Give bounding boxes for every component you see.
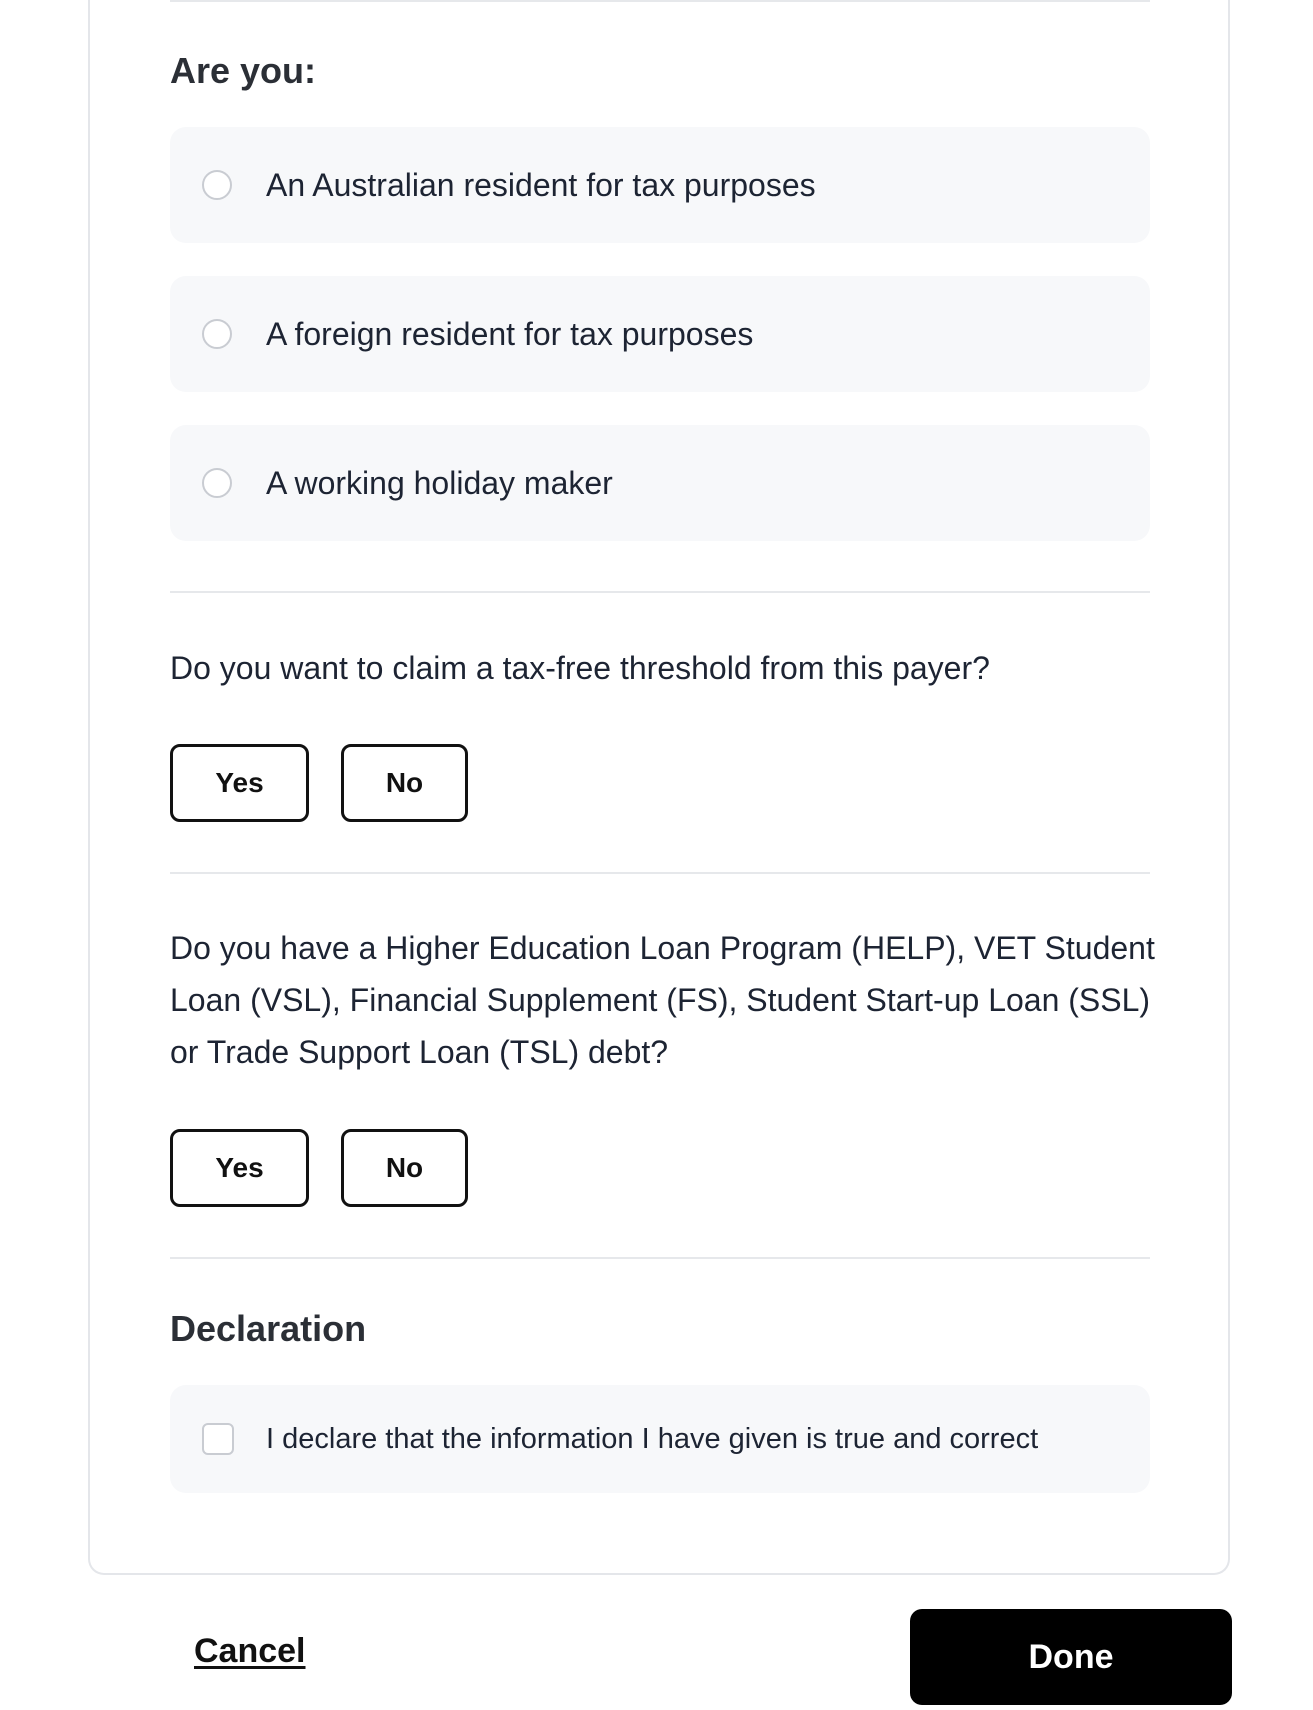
residency-option-working-holiday[interactable] [170,425,1150,541]
section-divider [170,591,1150,593]
residency-heading: Are you: [170,50,317,91]
declaration-checkbox[interactable] [202,1423,234,1455]
tax-free-threshold-question: Do you want to claim a tax-free threshold from this payer? [170,650,990,686]
radio-button[interactable] [202,319,232,349]
residency-option-australian[interactable] [170,127,1150,243]
option-label: A working holiday maker [266,464,613,501]
study-loan-yes-button[interactable]: Yes [170,1129,309,1207]
tax-free-threshold-no-button[interactable]: No [341,744,468,822]
cancel-button[interactable]: Cancel [194,1632,306,1670]
study-loan-question: Do you have a Higher Education Loan Program (HELP), VET Student Loan (VSL), Financial Supplement (FS), Student Start-up Loan (SSL) or Trade Support Loan (TSL) debt? [170,930,1155,1070]
radio-button[interactable] [202,170,232,200]
tax-free-threshold-yes-button[interactable]: Yes [170,744,309,822]
option-label: An Australian resident for tax purposes [266,166,816,203]
radio-button[interactable] [202,468,232,498]
declaration-option[interactable] [170,1385,1150,1493]
residency-option-foreign[interactable] [170,276,1150,392]
declaration-label: I declare that the information I have given is true and correct [266,1422,1039,1455]
declaration-heading: Declaration [170,1308,367,1349]
top-divider [170,0,1150,2]
done-button[interactable]: Done [910,1609,1232,1705]
section-divider [170,872,1150,874]
option-label: A foreign resident for tax purposes [266,315,754,352]
section-divider [170,1257,1150,1259]
study-loan-no-button[interactable]: No [341,1129,468,1207]
